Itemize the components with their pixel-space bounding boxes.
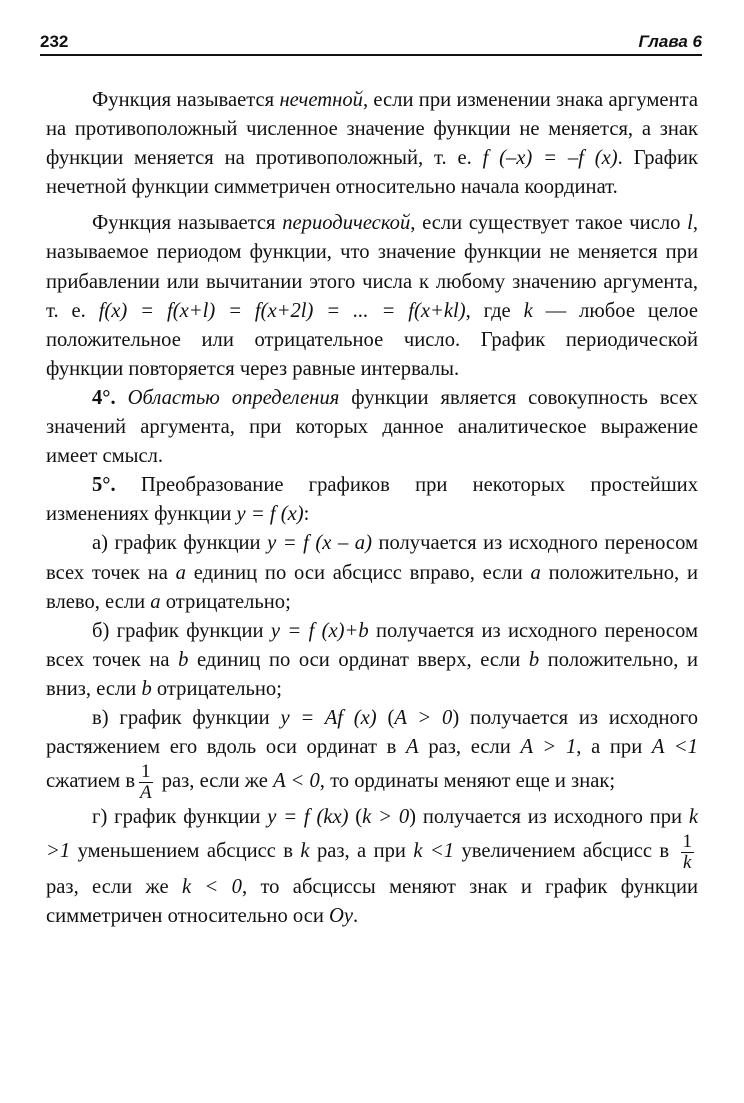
text: ) получается из исходного растяжением его вдоль оси ординат в bbox=[46, 706, 698, 759]
formula-base: y = f (x) bbox=[236, 503, 304, 526]
text: Функция называется bbox=[92, 89, 280, 111]
text: , если существует такое число bbox=[410, 212, 688, 235]
var-l: l bbox=[687, 212, 693, 235]
text: а) график функции bbox=[92, 532, 268, 555]
page-number: 232 bbox=[40, 32, 69, 51]
text: . График нечетной функции симметричен относительно начала координат. bbox=[46, 147, 698, 199]
condition: A <1 bbox=[651, 736, 698, 759]
var-k: k bbox=[300, 840, 310, 863]
var-b: b bbox=[178, 648, 189, 671]
formula-a: y = f (x – a) bbox=[267, 532, 372, 555]
text: положительно, и влево, если bbox=[46, 561, 699, 613]
formula-v: y = Af (x) bbox=[280, 706, 377, 729]
condition: k <1 bbox=[413, 840, 455, 863]
item-v bbox=[46, 704, 698, 803]
var-a: a bbox=[530, 561, 541, 584]
condition: A < 0 bbox=[273, 770, 320, 793]
text: — любое целое положительное или отрицательное число. График периодической функции повторяется через равные интервалы. bbox=[46, 299, 699, 380]
text: отрицательно; bbox=[160, 590, 291, 613]
formula-odd: f (–x) = –f (x) bbox=[482, 147, 618, 170]
fraction-1-over-A bbox=[139, 762, 153, 803]
text: б) график функции bbox=[92, 619, 271, 642]
text: раз, если же bbox=[46, 876, 182, 898]
text: , то абсциссы меняют знак и график функции симметричен относительно оси bbox=[46, 876, 698, 928]
formula-b: y = f (x)+b bbox=[270, 619, 369, 642]
var-a: a bbox=[175, 561, 186, 584]
var-b: b bbox=[141, 677, 152, 700]
text: , если при изменении знака аргумента на противоположный численное значение функции не меняется, а знак функции меняется на противоположный, т. е. bbox=[46, 89, 698, 170]
term-domain: Областью определения bbox=[127, 386, 340, 409]
condition: k > 0 bbox=[362, 806, 410, 829]
term-odd: нечетной bbox=[279, 89, 363, 111]
fraction-denominator: k bbox=[683, 852, 692, 874]
condition: k >1 bbox=[46, 806, 698, 863]
text: раз, а при bbox=[309, 840, 414, 863]
text: ) получается из исходного при bbox=[409, 806, 689, 829]
paragraph-odd-function bbox=[46, 86, 698, 202]
text: Преобразование графиков при некоторых простейших изменениях функции bbox=[46, 474, 698, 526]
section-number-5: 5°. bbox=[92, 474, 116, 497]
text: в) график функции bbox=[92, 706, 281, 729]
text: , называемое периодом функции, что значение функции не меняется при прибавлении или вычитании этого числа к любому значению аргумента, т. е. bbox=[46, 212, 698, 322]
text: функции является совокупность всех значений аргумента, при которых данное аналитическое выражение имеет смысл. bbox=[46, 386, 698, 468]
text: , то ординаты меняют еще и знак; bbox=[319, 770, 616, 793]
page-header bbox=[40, 32, 702, 56]
text: , где bbox=[465, 299, 524, 322]
fraction-1-over-k bbox=[681, 832, 695, 873]
condition: k < 0 bbox=[181, 876, 242, 898]
paragraph-periodic-function bbox=[46, 209, 698, 384]
text: . bbox=[353, 905, 359, 928]
text: положительно, и вниз, если bbox=[46, 648, 698, 700]
text: г) график функции bbox=[92, 806, 268, 829]
fraction-denominator: A bbox=[139, 782, 152, 804]
var-A: A bbox=[406, 736, 419, 759]
fraction-numerator: 1 bbox=[682, 831, 692, 853]
page-body bbox=[46, 86, 698, 931]
text: единиц по оси абсцисс вправо, если bbox=[185, 561, 531, 584]
formula-periodic: f(x) = f(x+l) = f(x+2l) = ... = f(x+kl) bbox=[98, 299, 466, 322]
text: раз, если bbox=[418, 736, 521, 759]
text: увеличением абсцисс в bbox=[454, 840, 677, 863]
text: : bbox=[303, 503, 310, 526]
fraction-numerator: 1 bbox=[141, 761, 151, 783]
item-b bbox=[46, 617, 698, 704]
text: Функция называется bbox=[92, 212, 283, 235]
text: раз, если же bbox=[156, 770, 274, 793]
text: , а при bbox=[576, 736, 652, 759]
text: сжатием в bbox=[46, 770, 136, 793]
var-k: k bbox=[523, 299, 533, 322]
item-g bbox=[46, 803, 698, 931]
item-a bbox=[46, 529, 698, 616]
condition: A > 1 bbox=[520, 736, 577, 759]
axis-oy: Oy bbox=[329, 905, 354, 928]
chapter-title: Глава 6 bbox=[638, 32, 702, 51]
formula-g: y = f (kx) bbox=[267, 806, 349, 829]
text: получается из исходного переносом всех точек на bbox=[46, 619, 698, 671]
text: ( bbox=[348, 806, 363, 829]
condition: A > 0 bbox=[394, 706, 453, 729]
var-b: b bbox=[528, 648, 540, 671]
text: получается из исходного переносом всех точек на bbox=[46, 532, 698, 584]
text: единиц по оси ординат вверх, если bbox=[188, 648, 529, 671]
text: отрицательно; bbox=[151, 677, 282, 700]
text: ( bbox=[376, 706, 395, 729]
paragraph-transform bbox=[46, 471, 698, 529]
term-periodic: периодической bbox=[282, 212, 411, 235]
section-number-4: 4°. bbox=[92, 386, 116, 409]
var-a: a bbox=[150, 590, 161, 613]
text: уменьшением абсцисс в bbox=[70, 840, 301, 863]
paragraph-domain bbox=[46, 384, 698, 471]
